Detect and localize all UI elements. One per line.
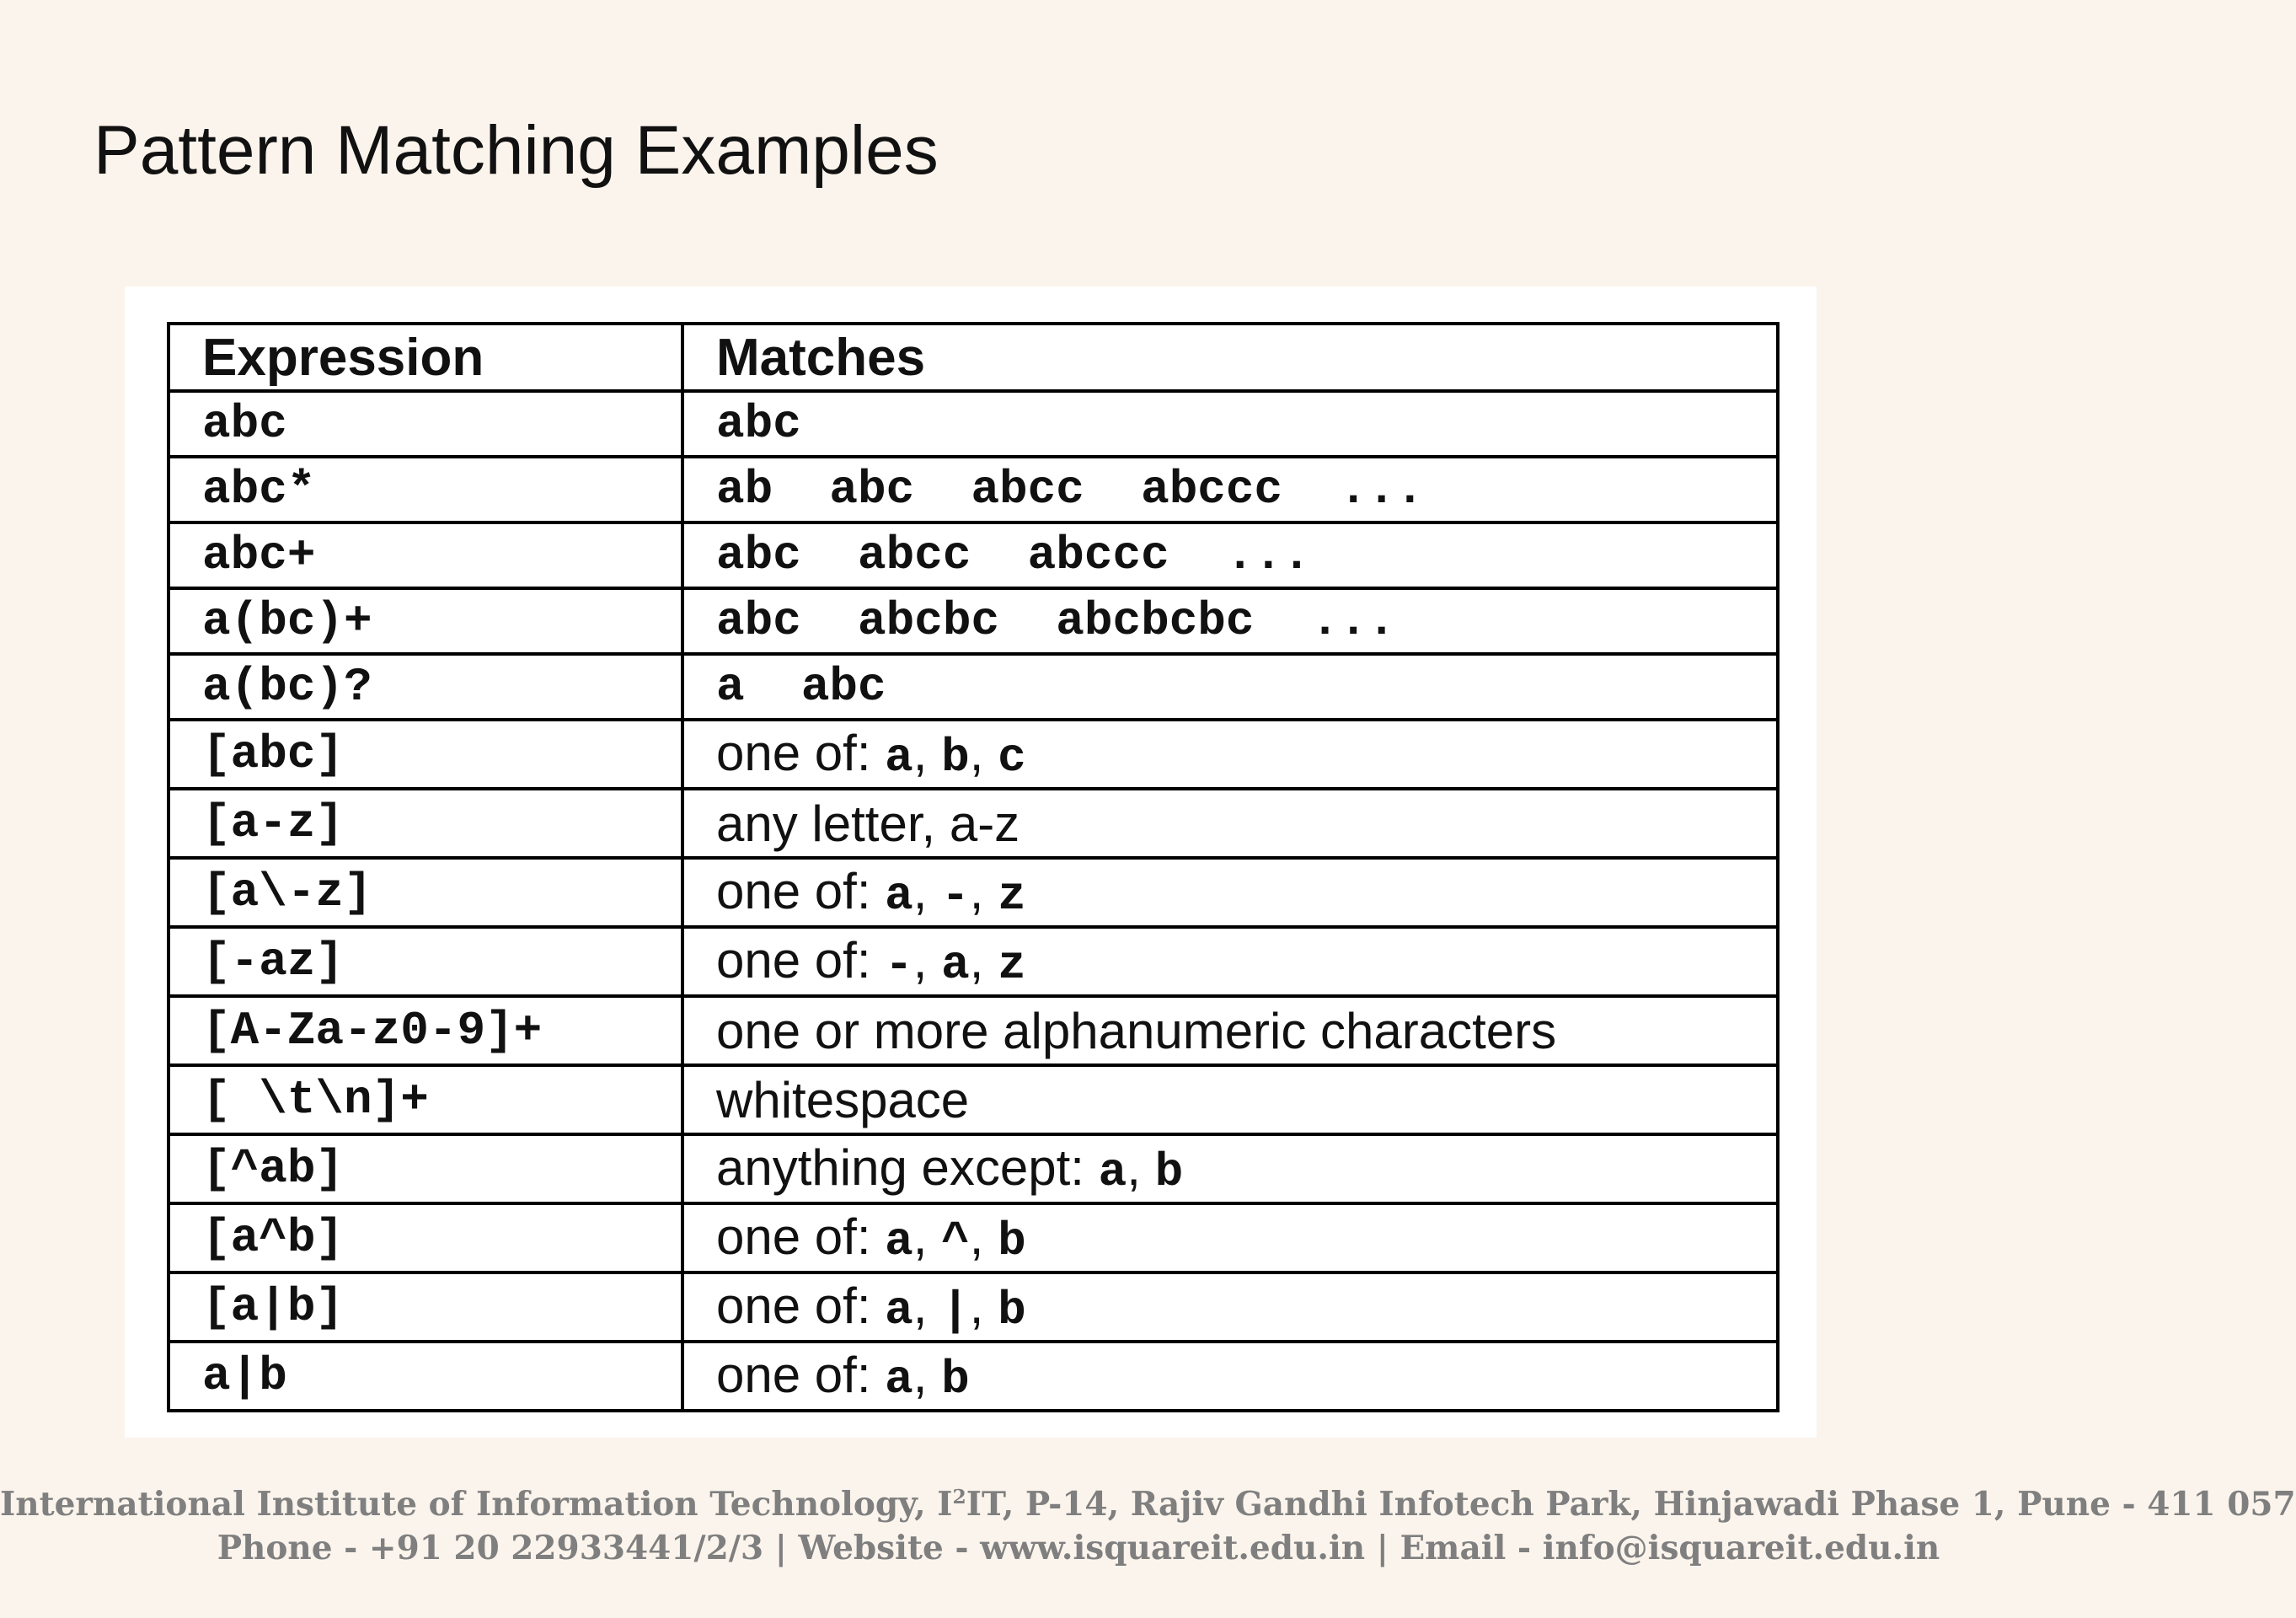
expression-cell: abc	[169, 391, 682, 457]
match-text-fragment: ,	[913, 863, 942, 919]
match-code-fragment: a	[885, 731, 913, 785]
match-code-fragment: b	[941, 1353, 970, 1406]
match-code-fragment: a	[1098, 1145, 1127, 1199]
match-code-fragment: a	[885, 1214, 913, 1268]
matches-cell	[682, 654, 1778, 720]
match-code-fragment: b	[1154, 1145, 1184, 1199]
match-code-fragment: a abc	[716, 660, 886, 714]
match-text-fragment: one of:	[716, 932, 886, 988]
table-row	[169, 654, 1778, 720]
match-text-fragment: one of:	[716, 1347, 886, 1403]
expression-cell: [a-z]	[169, 789, 682, 858]
match-code-fragment: abc abcc abccc ...	[716, 528, 1311, 582]
match-code-fragment: z	[998, 938, 1026, 992]
expression-cell: [a|b]	[169, 1272, 682, 1342]
matches-cell	[682, 720, 1778, 789]
header-matches: Matches	[682, 324, 1778, 391]
expression-cell: abc+	[169, 522, 682, 588]
matches-cell	[682, 522, 1778, 588]
match-code-fragment: abc abcbc abcbcbc ...	[716, 594, 1396, 648]
match-code-fragment: b	[998, 1214, 1026, 1268]
matches-cell	[682, 858, 1778, 927]
expression-cell: [abc]	[169, 720, 682, 789]
header-expression: Expression	[169, 324, 682, 391]
table-row	[169, 457, 1778, 522]
table-row	[169, 1272, 1778, 1342]
footer-address-post: IT, P-14, Rajiv Gandhi Infotech Park, Hinjawadi Phase 1, Pune - 411 057	[966, 1485, 2296, 1524]
expression-cell: [a^b]	[169, 1203, 682, 1272]
table-row	[169, 789, 1778, 858]
match-text-fragment: whitespace	[716, 1071, 970, 1128]
matches-cell	[682, 588, 1778, 654]
match-code-fragment: b	[998, 1283, 1026, 1337]
matches-cell	[682, 1134, 1778, 1203]
matches-cell	[682, 927, 1778, 996]
expression-cell: [a\-z]	[169, 858, 682, 927]
table-row	[169, 1203, 1778, 1272]
footer-address-pre: International Institute of Information Technology, I	[0, 1485, 953, 1524]
table-row	[169, 720, 1778, 789]
match-code-fragment: a	[885, 869, 913, 923]
match-text-fragment: ,	[913, 1347, 942, 1403]
matches-cell	[682, 1342, 1778, 1411]
match-code-fragment: a	[885, 1283, 913, 1337]
match-code-fragment: -	[885, 938, 913, 992]
matches-cell	[682, 996, 1778, 1065]
matches-cell	[682, 1203, 1778, 1272]
expression-cell: a(bc)+	[169, 588, 682, 654]
match-code-fragment: a	[941, 938, 970, 992]
match-text-fragment: one of:	[716, 1208, 886, 1265]
match-text-fragment: ,	[969, 725, 998, 781]
expression-cell: a|b	[169, 1342, 682, 1411]
match-text-fragment: ,	[969, 1208, 998, 1265]
footer-contact: Phone - +91 20 22933441/2/3 | Website - www.isquareit.edu.in | Email - info@isquareit.edu.in	[217, 1529, 1940, 1567]
match-text-fragment: one of:	[716, 1278, 886, 1334]
match-code-fragment: |	[941, 1283, 970, 1337]
matches-cell	[682, 789, 1778, 858]
table-row	[169, 858, 1778, 927]
match-text-fragment: ,	[913, 725, 942, 781]
table-panel	[125, 287, 1817, 1438]
match-text-fragment: one or more alphanumeric characters	[716, 1002, 1557, 1059]
match-text-fragment: anything except:	[716, 1139, 1099, 1196]
slide-title: Pattern Matching Examples	[94, 112, 939, 189]
table-body	[169, 391, 1778, 1411]
table-row	[169, 1134, 1778, 1203]
footer-address	[0, 1485, 2296, 1524]
match-code-fragment: abc	[716, 397, 801, 451]
expression-cell: [ \t\n]+	[169, 1065, 682, 1134]
match-text-fragment: any letter, a-z	[716, 795, 1020, 852]
match-text-fragment: ,	[969, 1278, 998, 1334]
table-row	[169, 391, 1778, 457]
expression-cell: [^ab]	[169, 1134, 682, 1203]
table-row	[169, 522, 1778, 588]
matches-cell	[682, 391, 1778, 457]
table-row	[169, 588, 1778, 654]
expression-cell: abc*	[169, 457, 682, 522]
matches-cell	[682, 1272, 1778, 1342]
expression-cell: a(bc)?	[169, 654, 682, 720]
table-row	[169, 996, 1778, 1065]
match-text-fragment: one of:	[716, 725, 886, 781]
footer-address-sup: 2	[952, 1485, 966, 1508]
match-text-fragment: ,	[913, 1208, 942, 1265]
match-text-fragment: ,	[969, 863, 998, 919]
match-code-fragment: ^	[941, 1214, 970, 1268]
matches-cell	[682, 1065, 1778, 1134]
match-text-fragment: ,	[969, 932, 998, 988]
match-code-fragment: b	[941, 731, 970, 785]
table-row	[169, 1065, 1778, 1134]
match-code-fragment: c	[998, 731, 1026, 785]
match-text-fragment: ,	[913, 932, 942, 988]
table-row	[169, 927, 1778, 996]
matches-cell	[682, 457, 1778, 522]
match-code-fragment: ab abc abcc abccc ...	[716, 463, 1425, 517]
expression-cell: [A-Za-z0-9]+	[169, 996, 682, 1065]
pattern-table	[167, 322, 1780, 1412]
match-text-fragment: one of:	[716, 863, 886, 919]
match-code-fragment: -	[941, 869, 970, 923]
match-code-fragment: z	[998, 869, 1026, 923]
match-text-fragment: ,	[1127, 1139, 1155, 1196]
expression-cell: [-az]	[169, 927, 682, 996]
table-row	[169, 1342, 1778, 1411]
match-text-fragment: ,	[913, 1278, 942, 1334]
match-code-fragment: a	[885, 1353, 913, 1406]
